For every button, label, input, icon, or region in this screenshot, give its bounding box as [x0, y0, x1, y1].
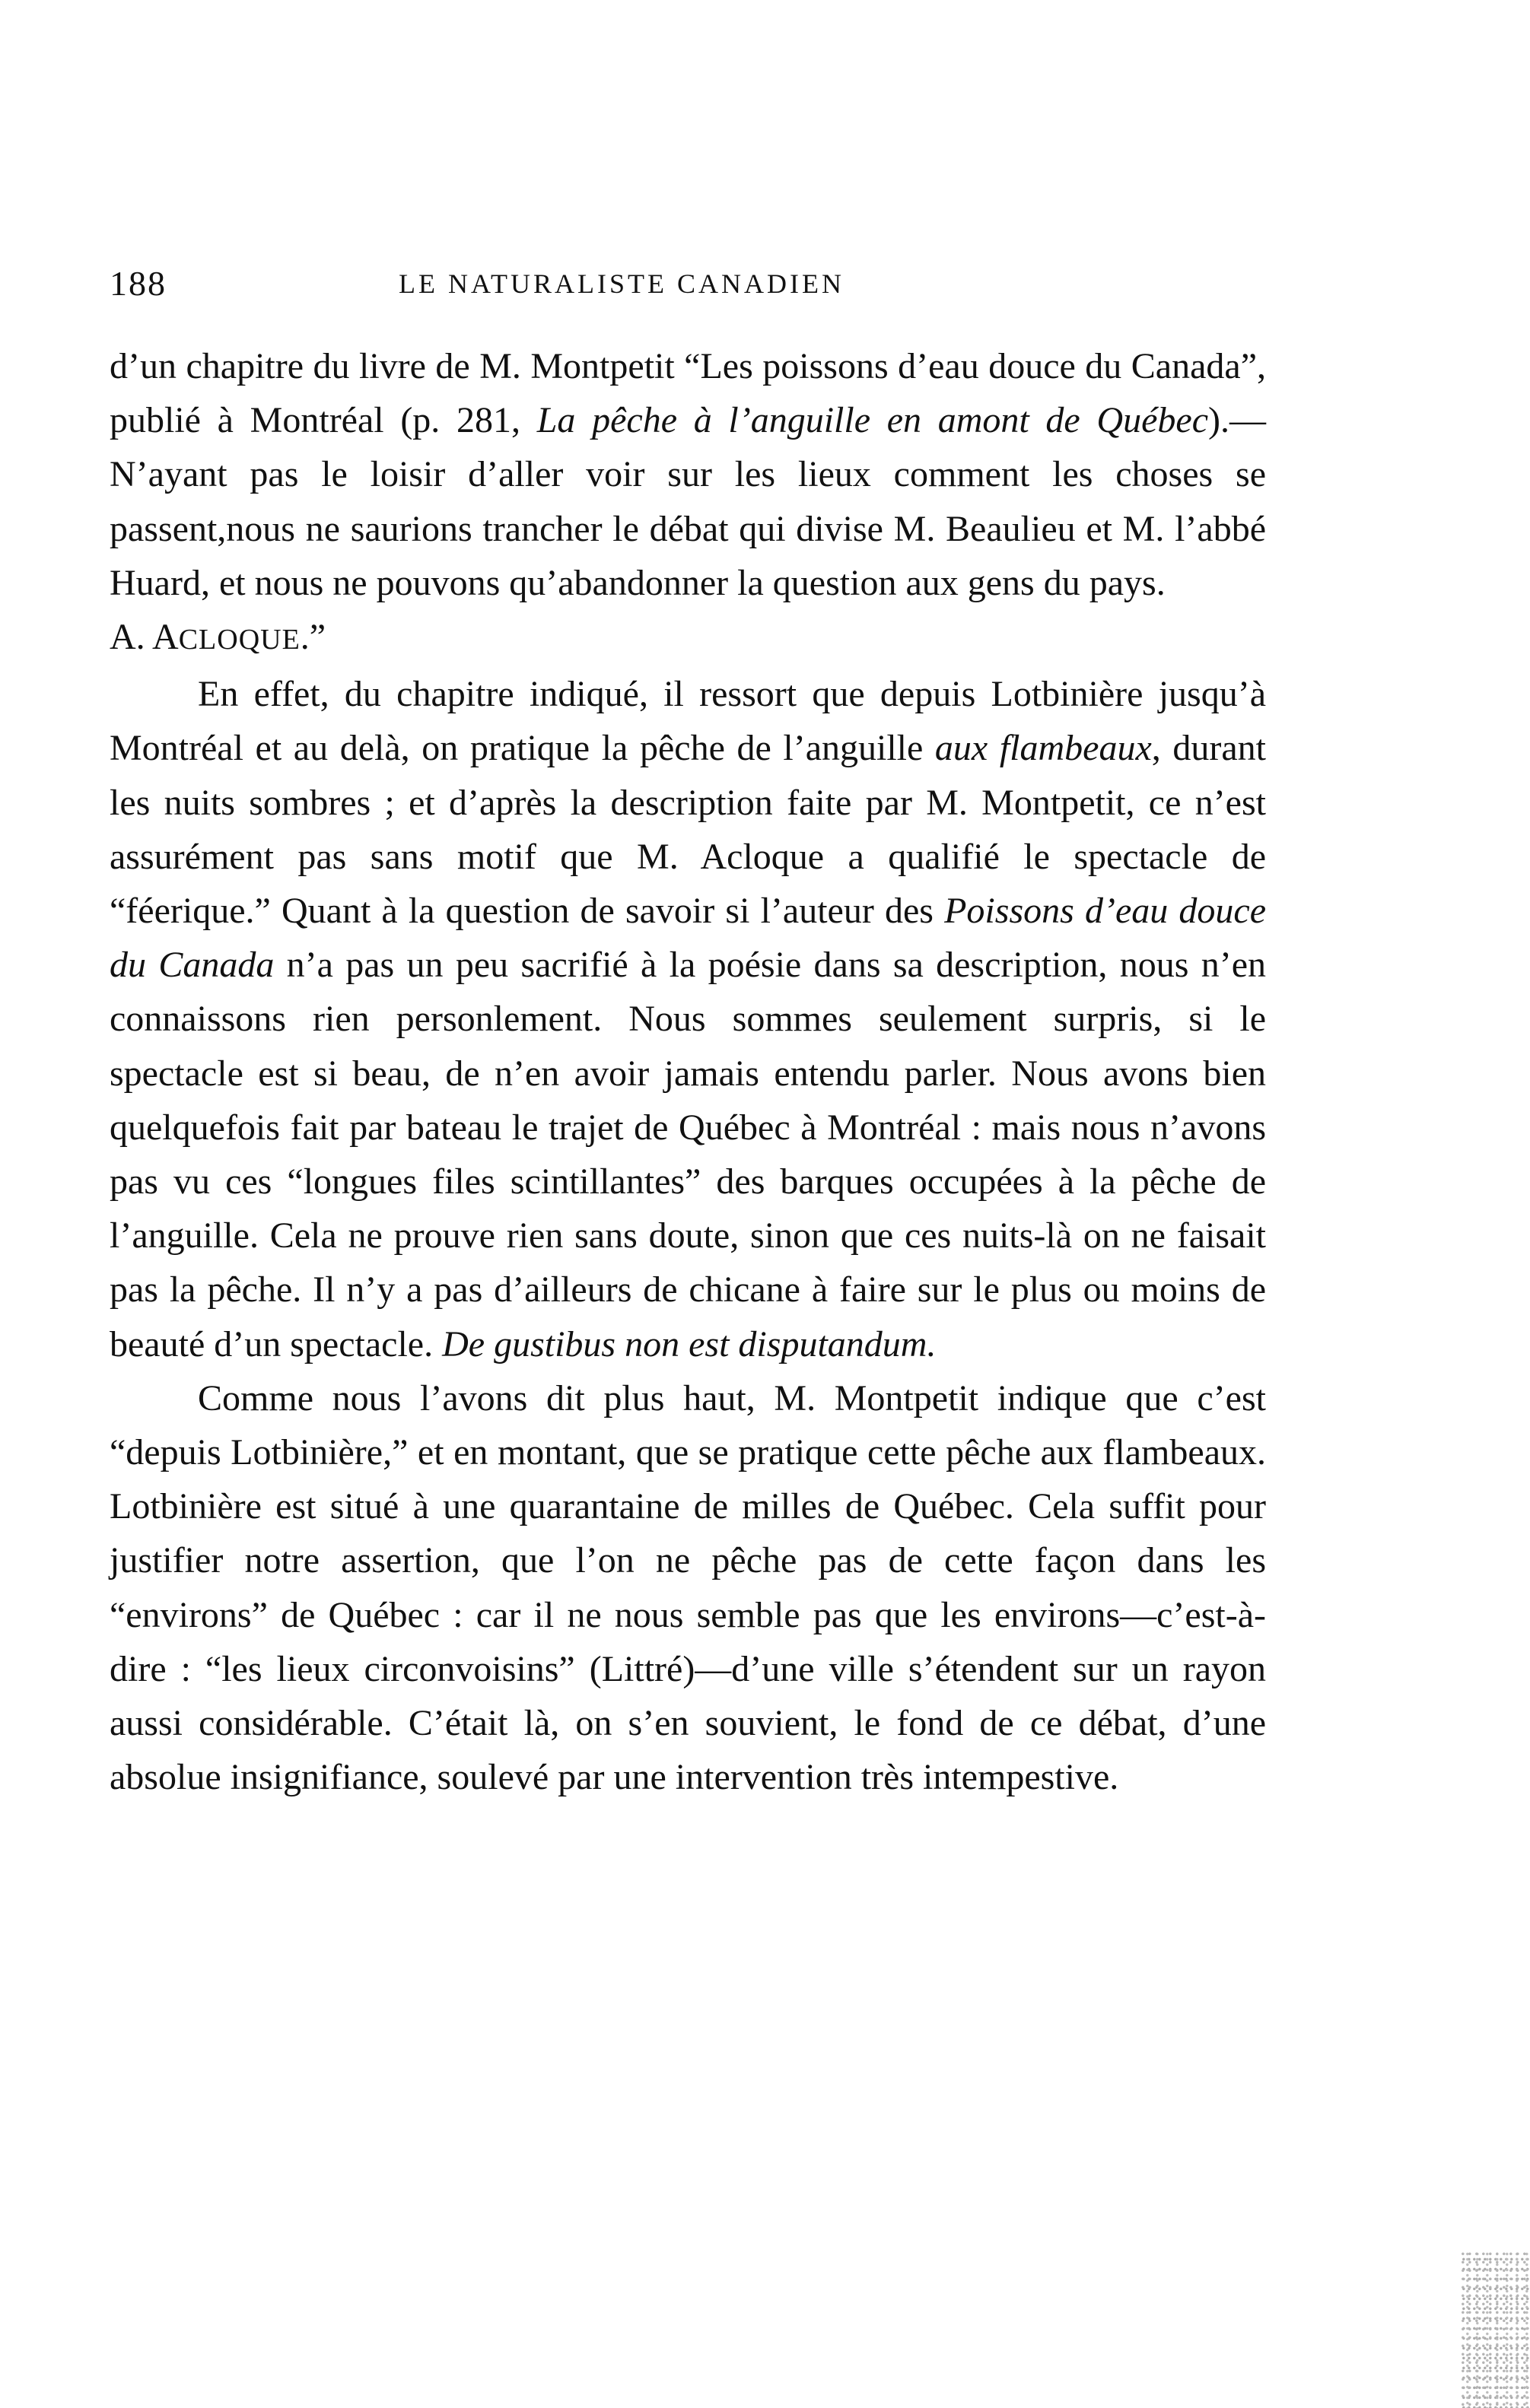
p1-text-1: En effet, du chapitre indiqué, il ressort que depuis Lotbinière jusqu’à Montréal et au delà, on pratique la pêche de l’anguille: [110, 674, 1266, 769]
paragraph-2: Comme nous l’avons dit plus haut, M. Montpetit indique que c’est “depuis Lotbinière,” et en montant, que se pratique cette pêche aux flambeaux. Lotbinière est situé à une quarantaine de milles de Québec. Cela suffit pour justifier notre assertion, que l’on ne pêche pas de cette façon dans les “environs” de Québec : car il ne nous semble pas que les environs—c’est-à-dire : “les lieux circonvoisins” (Littré)—d’une ville s’étendent sur un rayon aussi considérable. C’était là, on s’en souvient, le fond de ce débat, d’une absolue insignifiance, soulevé par une intervention très intempestive.: [110, 1377, 1266, 1798]
p1-text-2: , durant les nuits sombres ; et d’après la description faite par M. Montpetit, ce n’est assurément pas sans motif que M. Acloque a qualifié le spectacle de “féerique.” Quant à la question de savoir si l’auteur des: [110, 728, 1267, 932]
body-text: [110, 339, 1266, 1804]
running-title: LE NATURALISTE CANADIEN: [399, 268, 845, 299]
paragraph-1: [110, 667, 1266, 1371]
quote-italic-title: La pêche à l’anguille en amont de Québec: [536, 400, 1209, 441]
p1-text-3: n’a pas un peu sacrifié à la poésie dans sa description, nous n’en connaissons rien personlement. Nous sommes seulement surpris, si le spectacle est si beau, de n’en avoir jamais entendu parler. Nous avons bien quelquefois fait par bateau le trajet de Québec à Montréal : mais nous n’avons pas vu ces “longues files scintillantes” des barques occupées à la pêche de l’anguille. Cela ne prouve rien sans doute, sinon que ces nuits-là on ne faisait pas la pêche. Il n’y a pas d’ailleurs de chicane à faire sur le plus ou moins de beauté d’un spectacle.: [110, 945, 1266, 1364]
p1-italic-1: aux flambeaux: [934, 728, 1152, 769]
page-number: 188: [110, 264, 167, 303]
signature: [110, 610, 1266, 667]
signature-rest: CLOQUE: [178, 624, 301, 656]
quoted-letter-continuation: [110, 339, 1266, 610]
quote-text-2: ).—N’ayant pas le loisir d’aller voir sur les lieux comment les choses se passent,nous ne saurions trancher le débat qui divise M. Beaulieu et M. l’abbé Huard, et nous ne pouvons qu’abandonner la question aux gens du pays.: [110, 400, 1266, 603]
page-header: [110, 263, 1266, 309]
p1-italic-2: Poissons d’eau douce du Canada: [110, 891, 1267, 986]
signature-end: .”: [300, 617, 326, 658]
signature-initial: A. A: [110, 617, 179, 658]
quote-text-1: d’un chapitre du livre de M. Montpetit “Les poissons d’eau douce du Canada”, publié à Montréal (p. 281,: [110, 346, 1266, 441]
p1-italic-3: De gustibus non est disputandum.: [442, 1323, 937, 1364]
page-edge-speckle: [1462, 2251, 1530, 2408]
